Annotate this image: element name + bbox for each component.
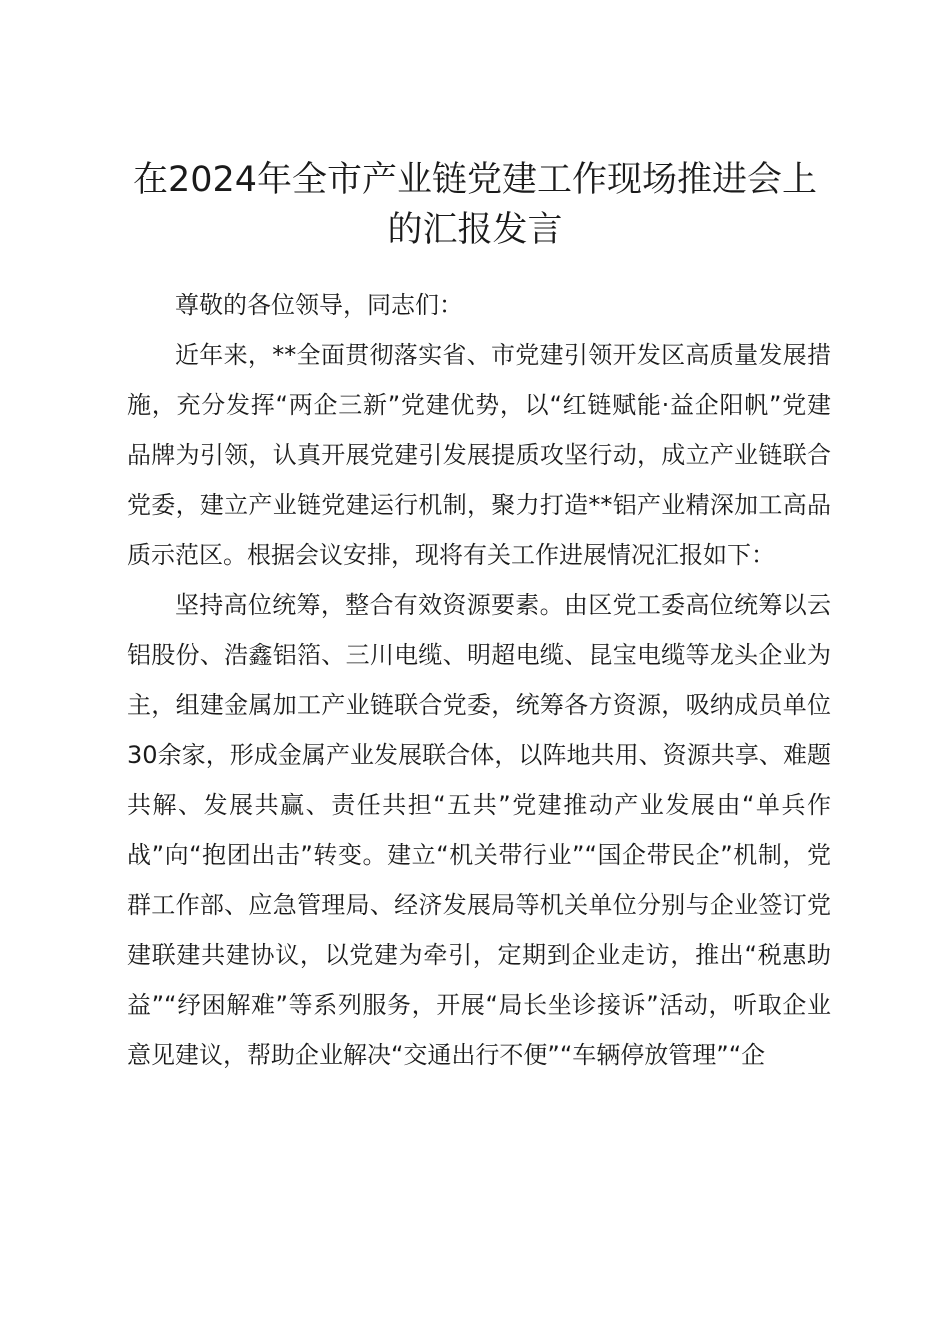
salutation: 尊敬的各位领导，同志们： [175,291,463,319]
document-title: 在2024年全市产业链党建工作现场推进会上的汇报发言 [132,160,818,250]
document-body [127,280,831,1080]
paragraph-coordination: 坚持高位统筹，整合有效资源要素。由区党工委高位统筹以云铝股份、浩鑫铝箔、三川电缆、明超电缆、昆宝电缆等龙头企业为主，组建金属加工产业链联合党委，统筹各方资源，吸纳成员单位30余家，形成金属产业发展联合体，以阵地共用、资源共享、难题共解、发展共赢、责任共担“五共”党建推动产业发展由“单兵作战”向“抱团出击”转变。建立“机关带行业”“国企带民企”机制，党群工作部、应急管理局、经济发展局等机关单位分别与企业签订党建联建共建协议，以党建为牵引，定期到企业走访，推出“税惠助益”“纾困解难”等系列服务，开展“局长坐诊接诉”活动，听取企业意见建议，帮助企业解决“交通出行不便”“车辆停放管理”“企 [127,591,831,1069]
paragraph-intro: 近年来，**全面贯彻落实省、市党建引领开发区高质量发展措施，充分发挥“两企三新”党建优势，以“红链赋能·益企阳帆”党建品牌为引领，认真开展党建引发展提质攻坚行动，成立产业链联合党委，建立产业链党建运行机制，聚力打造**铝产业精深加工高品质示范区。根据会议安排，现将有关工作进展情况汇报如下： [127,341,831,569]
